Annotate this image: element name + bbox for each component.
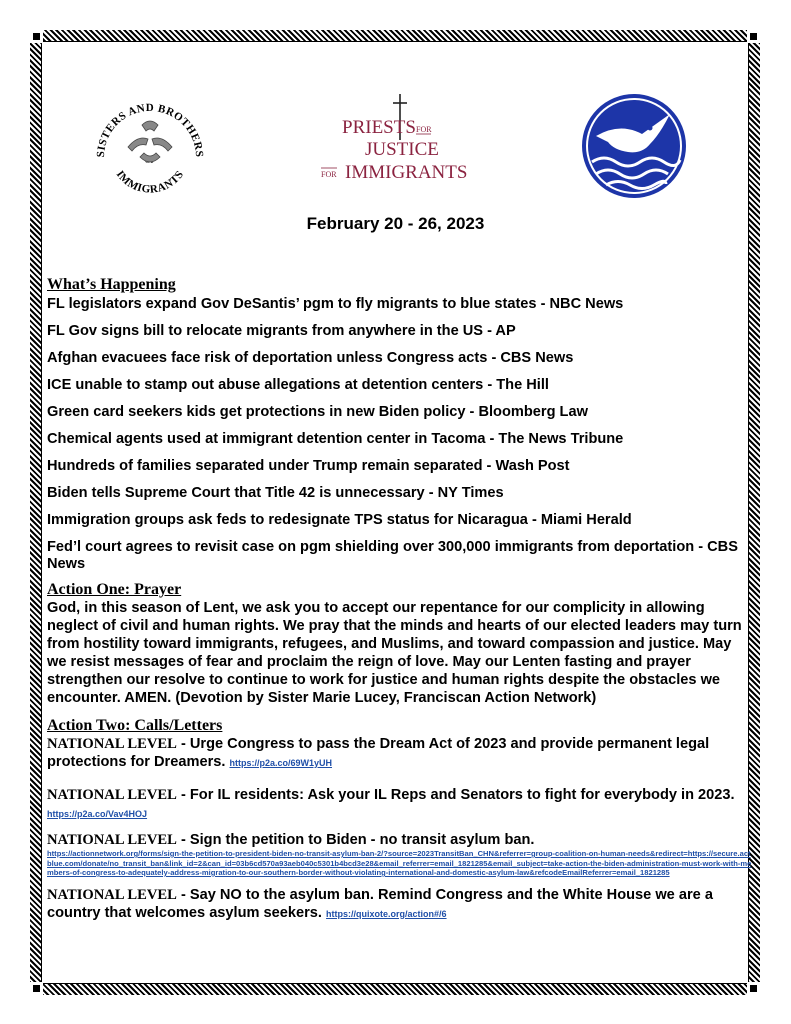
svg-text:SISTERS AND BROTHERS [95,102,205,158]
logo-left-top-text: SISTERS AND BROTHERS [94,102,206,158]
action-item: NATIONAL LEVEL - For IL residents: Ask your IL Reps and Senators to fight for everybody in 2023. https://p2a.co/Vav4HOJ [47,787,735,819]
action-item: NATIONAL LEVEL - Sign the petition to Biden - no transit asylum ban. https://actionnetwork.org/forms/sign-the-petition-to-president-biden-no-transit-asylum-ban-2/?source=2023TransitBan_CHN&referrer=group-coalition-on-human-needs&redirect=https://secure.actblue.com/donate/no_transit_ban&link_id=2&can_id=03b6cd570a93aeb040c5301b4bcd3e28&email_referrer=email_1821285&email_subject=take-action-the-biden-administration-must-work-with-members-of-congress-to-adequately-address-migration-to-our-southern-border-without-violating-international-and-domestic-asylum-law&refcodeEmailReferrer=email_1821285 [47,832,752,877]
prayer-text: God, in this season of Lent, we ask you to accept our repentance for our complicity in allowing neglect of civil and human rights. We pray that the minds and hearts of our elected leaders may turn from hostility toward immigrants, refugees, and Muslims, and toward compassion and justice. May we resist messages of fear and proclaim the reign of love. May our Lenten fasting and prayer strengthen our resolve to continue to work for justice and human rights despite the obstacles we encounter. AMEN. (Devotion by Sister Marie Lucey, Franciscan Action Network) [47,600,742,706]
border-corner [30,30,43,43]
action-item: NATIONAL LEVEL - Urge Congress to pass the Dream Act of 2023 and provide permanent legal protections for Dreamers. https://p2a.co/69W1yUH [47,736,710,770]
hands-icon [128,121,172,162]
priests-for-justice-logo [305,88,480,188]
action-text: For IL residents: Ask your IL Reps and Senators to fight for everybody in 2023. [189,787,735,803]
whats-happening-heading: What’s Happening [47,276,176,293]
logo-left-bottom-text: IMMIGRANTS [113,168,187,196]
action-one-heading: Action One: Prayer [47,581,182,598]
news-item: Green card seekers kids get protections in new Biden policy - Bloomberg Law [47,404,588,420]
action-level-label: NATIONAL LEVEL [47,886,177,903]
action-two-heading: Action Two: Calls/Letters [47,717,223,734]
news-item: Biden tells Supreme Court that Title 42 is unnecessary - NY Times [47,485,504,501]
logo-for-1: FOR [416,125,432,134]
news-list [47,296,752,573]
action-link[interactable]: https://quixote.org/action#/6 [326,908,447,919]
news-item: FL legislators expand Gov DeSantis’ pgm to fly migrants to blue states - NBC News [47,296,624,312]
svg-text:IMMIGRANTS [114,169,187,196]
dove-circle-logo [580,92,688,200]
border-corner [747,982,760,995]
sisters-brothers-logo [90,95,210,205]
action-list [47,735,752,923]
action-item: NATIONAL LEVEL - Say NO to the asylum ban. Remind Congress and the White House we are a country that welcomes asylum seekers. https://quixote.org/action#/6 [47,886,713,921]
border-corner [747,30,760,43]
news-item: FL Gov signs bill to relocate migrants from anywhere in the US - AP [47,323,516,339]
logo-justice: JUSTICE [365,139,439,160]
date-range: February 20 - 26, 2023 [306,214,485,233]
action-level-label: NATIONAL LEVEL [47,736,177,752]
action-link[interactable]: https://p2a.co/69W1yUH [229,758,333,768]
logo-immigrants: IMMIGRANTS [345,162,468,183]
news-item: Immigration groups ask feds to redesignate TPS status for Nicaragua - Miami Herald [47,512,632,528]
logo-for-2: FOR [321,170,337,179]
news-item: Fed’l court agrees to revisit case on pgm shielding over 300,000 immigrants from deportation - CBS News [47,539,738,572]
action-text: Say NO to the asylum ban. Remind Congress and the White House we are a country that welcomes asylum seekers. [47,886,713,921]
news-item: ICE unable to stamp out abuse allegations at detention centers - The Hill [47,377,549,393]
news-item: Chemical agents used at immigrant detention center in Tacoma - The News Tribune [47,431,624,447]
action-level-label: NATIONAL LEVEL [47,832,177,848]
news-item: Afghan evacuees face risk of deportation unless Congress acts - CBS News [47,350,574,366]
newsletter-body [47,276,752,923]
action-link[interactable]: https://actionnetwork.org/forms/sign-the-petition-to-president-biden-no-transit-asylum-ban-2/?source=2023TransitBan_CHN&referrer=group-coalition-on-human-needs&redirect=https://secure.actblue.com/donate/no_transit_ban&link_id=2&can_id=03b6cd570a93aeb040c5301b4bcd3e28&email_referrer=email_1821285&email_subject=take-action-the-biden-administration-must-work-with-members-of-congress-to-adequately-address-migration-to-our-southern-border-without-violating-international-and-domestic-asylum-law&refcodeEmailReferrer=email_1821285 [47,849,752,877]
action-text: Urge Congress to pass the Dream Act of 2023 and provide permanent legal protections for Dreamers. [47,736,710,770]
logo-priests: PRIESTS [342,117,416,138]
news-item: Hundreds of families separated under Trump remain separated - Wash Post [47,458,570,474]
action-link[interactable]: https://p2a.co/Vav4HOJ [47,809,148,819]
action-text: Sign the petition to Biden - no transit asylum ban. [189,832,535,848]
border-corner [30,982,43,995]
action-level-label: NATIONAL LEVEL [47,787,177,803]
